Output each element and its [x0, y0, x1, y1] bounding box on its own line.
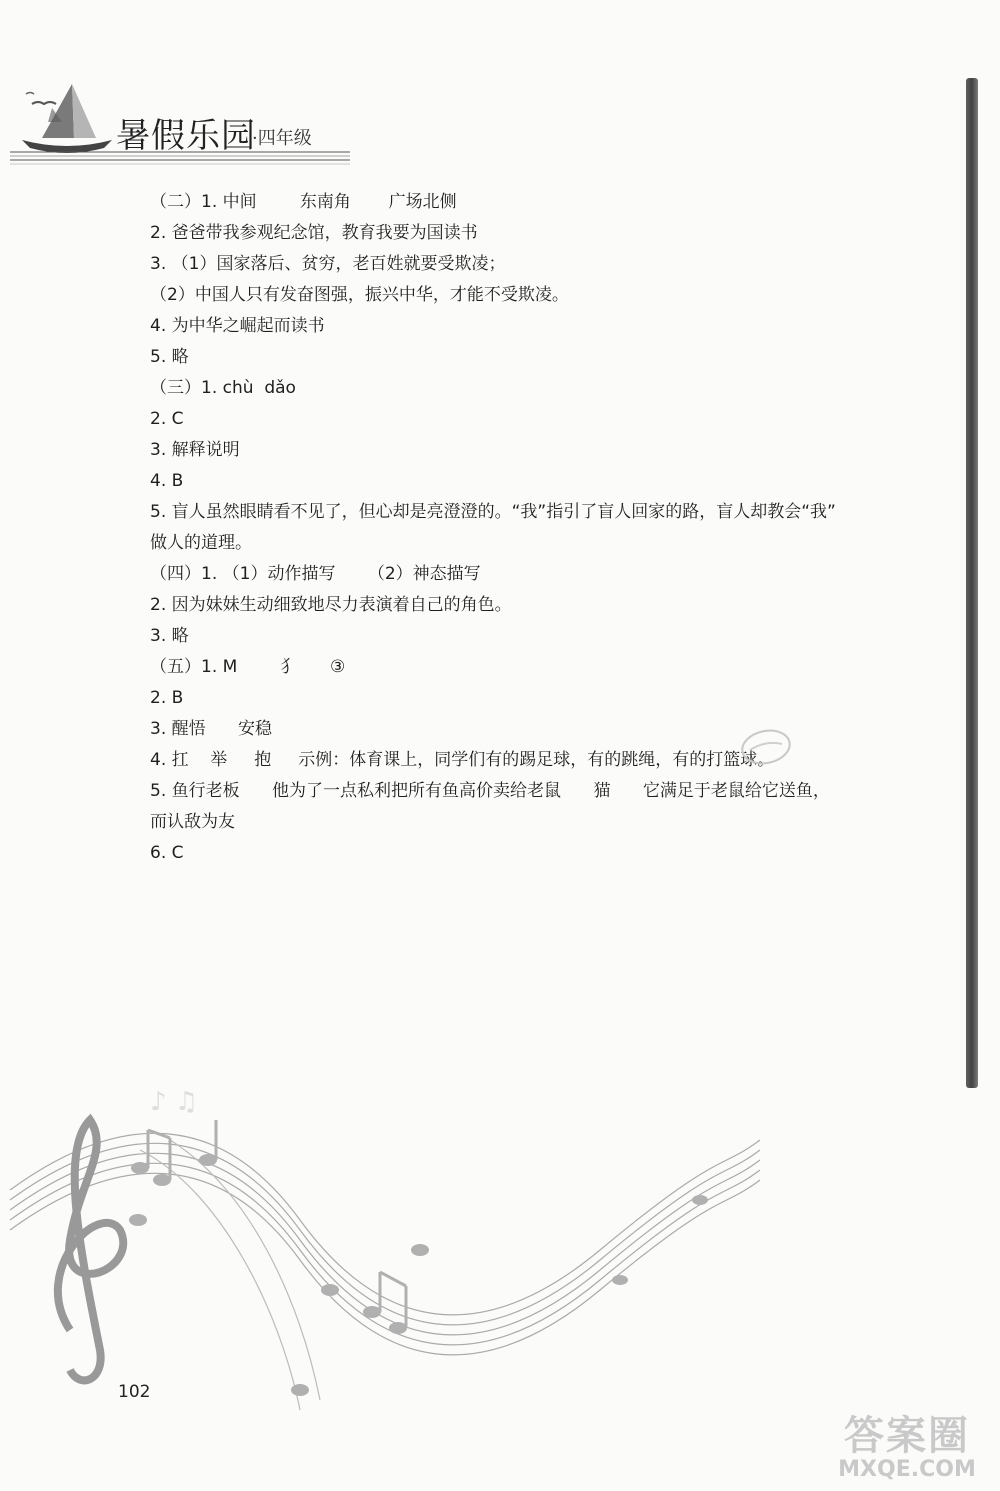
svg-text:♪ ♫: ♪ ♫ — [150, 1087, 199, 1117]
header-grade: ·四年级 — [252, 128, 312, 149]
answer-line: （2）中国人只有发奋图强，振兴中华，才能不受欺凌。 — [150, 285, 569, 305]
answer-list — [150, 187, 950, 869]
header-title: 暑假乐园 — [116, 116, 256, 156]
answer-line: 2. 爸爸带我参观纪念馆，教育我要为国读书 — [150, 223, 478, 243]
answer-line: 5. 略 — [150, 347, 189, 367]
answer-line: 5. 鱼行老板 他为了一点私利把所有鱼高价卖给老鼠 猫 它满足于老鼠给它送鱼， — [150, 781, 830, 801]
answer-line: 4. B — [150, 471, 184, 491]
page-header — [0, 0, 1000, 180]
answer-line: （二）1. 中间 东南角 广场北侧 — [150, 192, 457, 212]
site-watermark — [822, 1404, 992, 1482]
watermark-main: 答案圈 — [844, 1413, 970, 1459]
answer-line: 2. B — [150, 688, 184, 708]
answer-line: 做人的道理。 — [150, 533, 252, 553]
answer-line: 3. 醒悟 安稳 — [150, 719, 273, 739]
answer-line: 5. 盲人虽然眼睛看不见了，但心却是亮澄澄的。“我”指引了盲人回家的路，盲人却教会“我” — [150, 502, 836, 522]
answer-line: 4. 为中华之崛起而读书 — [150, 316, 325, 336]
answer-line: 3. 略 — [150, 626, 189, 646]
answer-line: （三）1. chù dǎo — [150, 378, 296, 398]
answer-line: 3. 解释说明 — [150, 440, 240, 460]
sailboat-icon — [12, 78, 122, 158]
header-divider — [0, 150, 360, 170]
answer-line: 6. C — [150, 843, 184, 863]
page-number: 102 — [118, 1382, 151, 1402]
answer-line: （五）1. M 犭 ③ — [150, 657, 346, 677]
watermark-url: MXQE.COM — [838, 1457, 976, 1482]
answer-line: 4. 扛 举 抱 示例：体育课上，同学们有的踢足球，有的跳绳，有的打篮球。 — [150, 750, 775, 770]
answer-line: 2. C — [150, 409, 184, 429]
page-edge-bar — [966, 78, 978, 1088]
answer-line: （四）1. （1）动作描写 （2）神态描写 — [150, 564, 481, 584]
answer-line: 而认敌为友 — [150, 812, 235, 832]
stamp-watermark-icon — [736, 722, 796, 772]
answer-line: 2. 因为妹妹生动细致地尽力表演着自己的角色。 — [150, 595, 512, 615]
answer-line: 3. （1）国家落后、贫穷，老百姓就要受欺凌； — [150, 254, 506, 274]
